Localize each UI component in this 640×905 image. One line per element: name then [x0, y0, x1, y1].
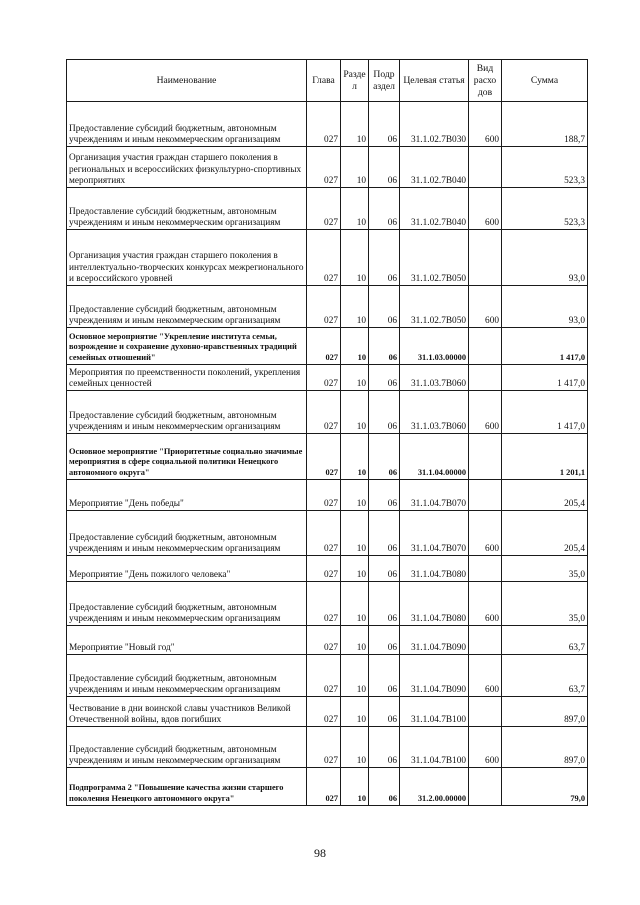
table-row	[67, 328, 588, 365]
cell-target-article: 31.1.02.7В030	[400, 102, 469, 147]
cell-section: 10	[341, 391, 369, 434]
cell-chapter: 027	[307, 230, 341, 286]
cell-subsection: 06	[369, 480, 400, 511]
cell-name: Предоставление субсидий бюджетным, автономным учреждениям и иным некоммерческим организациям	[67, 511, 307, 556]
cell-chapter: 027	[307, 102, 341, 147]
cell-section: 10	[341, 286, 369, 328]
cell-expense-type	[469, 365, 502, 391]
cell-name: Предоставление субсидий бюджетным, автономным учреждениям и иным некоммерческим организациям	[67, 655, 307, 697]
cell-subsection: 06	[369, 286, 400, 328]
cell-expense-type	[469, 768, 502, 806]
cell-expense-type	[469, 230, 502, 286]
cell-amount: 1 417,0	[502, 391, 588, 434]
cell-expense-type: 600	[469, 102, 502, 147]
cell-chapter: 027	[307, 434, 341, 480]
table-row	[67, 188, 588, 230]
cell-expense-type: 600	[469, 655, 502, 697]
cell-chapter: 027	[307, 626, 341, 655]
table-row	[67, 556, 588, 582]
cell-section: 10	[341, 434, 369, 480]
cell-target-article: 31.1.04.7В070	[400, 480, 469, 511]
cell-target-article: 31.1.04.7В070	[400, 511, 469, 556]
cell-subsection: 06	[369, 511, 400, 556]
cell-expense-type: 600	[469, 391, 502, 434]
cell-name: Предоставление субсидий бюджетным, автономным учреждениям и иным некоммерческим организациям	[67, 102, 307, 147]
cell-target-article: 31.1.03.7В060	[400, 365, 469, 391]
cell-target-article: 31.1.02.7В040	[400, 147, 469, 188]
cell-subsection: 06	[369, 391, 400, 434]
header-target-article: Целевая статья	[400, 60, 469, 102]
cell-chapter: 027	[307, 582, 341, 626]
cell-amount: 1 201,1	[502, 434, 588, 480]
cell-amount: 897,0	[502, 697, 588, 727]
cell-chapter: 027	[307, 655, 341, 697]
cell-chapter: 027	[307, 147, 341, 188]
cell-chapter: 027	[307, 697, 341, 727]
cell-name: Подпрограмма 2 "Повышение качества жизни старшего поколения Ненецкого автономного округа"	[67, 768, 307, 806]
cell-subsection: 06	[369, 230, 400, 286]
cell-name: Основное мероприятие "Укрепление института семьи, возрождение и сохранение духовно-нравственных традиций семейных отношений"	[67, 328, 307, 365]
cell-target-article: 31.1.04.7В080	[400, 556, 469, 582]
cell-name: Предоставление субсидий бюджетным, автономным учреждениям и иным некоммерческим организациям	[67, 391, 307, 434]
header-section: Разде л	[341, 60, 369, 102]
table-row	[67, 697, 588, 727]
table-row	[67, 391, 588, 434]
cell-target-article: 31.1.04.7В090	[400, 655, 469, 697]
cell-section: 10	[341, 147, 369, 188]
cell-name: Мероприятие "День пожилого человека"	[67, 556, 307, 582]
header-expense-type: Вид расхо дов	[469, 60, 502, 102]
cell-subsection: 06	[369, 147, 400, 188]
cell-expense-type	[469, 556, 502, 582]
cell-target-article: 31.1.04.7В080	[400, 582, 469, 626]
cell-section: 10	[341, 328, 369, 365]
cell-expense-type	[469, 697, 502, 727]
cell-chapter: 027	[307, 511, 341, 556]
table-row	[67, 480, 588, 511]
cell-expense-type	[469, 147, 502, 188]
cell-subsection: 06	[369, 365, 400, 391]
cell-amount: 897,0	[502, 727, 588, 768]
cell-target-article: 31.1.03.00000	[400, 328, 469, 365]
cell-amount: 523,3	[502, 147, 588, 188]
cell-expense-type: 600	[469, 727, 502, 768]
cell-name: Мероприятия по преемственности поколений, укрепления семейных ценностей	[67, 365, 307, 391]
cell-section: 10	[341, 697, 369, 727]
cell-section: 10	[341, 768, 369, 806]
cell-subsection: 06	[369, 727, 400, 768]
cell-expense-type: 600	[469, 582, 502, 626]
table-row	[67, 626, 588, 655]
cell-section: 10	[341, 727, 369, 768]
cell-section: 10	[341, 626, 369, 655]
table-row	[67, 511, 588, 556]
cell-subsection: 06	[369, 434, 400, 480]
cell-chapter: 027	[307, 365, 341, 391]
table-row	[67, 230, 588, 286]
cell-expense-type: 600	[469, 286, 502, 328]
cell-section: 10	[341, 230, 369, 286]
table-row	[67, 286, 588, 328]
table-row	[67, 365, 588, 391]
cell-section: 10	[341, 188, 369, 230]
cell-subsection: 06	[369, 626, 400, 655]
cell-name: Мероприятие "День победы"	[67, 480, 307, 511]
cell-target-article: 31.2.00.00000	[400, 768, 469, 806]
cell-amount: 93,0	[502, 286, 588, 328]
cell-target-article: 31.1.04.7В100	[400, 727, 469, 768]
cell-amount: 35,0	[502, 582, 588, 626]
cell-section: 10	[341, 365, 369, 391]
cell-subsection: 06	[369, 556, 400, 582]
cell-chapter: 027	[307, 768, 341, 806]
cell-amount: 93,0	[502, 230, 588, 286]
cell-expense-type	[469, 328, 502, 365]
cell-expense-type	[469, 480, 502, 511]
page-number: 98	[314, 846, 326, 860]
cell-name: Организация участия граждан старшего поколения в региональных и всероссийских физкультурно-спортивных мероприятиях	[67, 147, 307, 188]
cell-target-article: 31.1.02.7В050	[400, 286, 469, 328]
cell-chapter: 027	[307, 286, 341, 328]
budget-table	[66, 59, 588, 806]
header-chapter: Глава	[307, 60, 341, 102]
cell-chapter: 027	[307, 480, 341, 511]
table-row	[67, 434, 588, 480]
cell-subsection: 06	[369, 655, 400, 697]
cell-amount: 188,7	[502, 102, 588, 147]
cell-section: 10	[341, 511, 369, 556]
cell-name: Предоставление субсидий бюджетным, автономным учреждениям и иным некоммерческим организациям	[67, 286, 307, 328]
table-row	[67, 768, 588, 806]
cell-target-article: 31.1.02.7В040	[400, 188, 469, 230]
cell-section: 10	[341, 102, 369, 147]
cell-subsection: 06	[369, 697, 400, 727]
cell-target-article: 31.1.04.00000	[400, 434, 469, 480]
header-subsection: Подр аздел	[369, 60, 400, 102]
cell-section: 10	[341, 480, 369, 511]
cell-target-article: 31.1.03.7В060	[400, 391, 469, 434]
cell-chapter: 027	[307, 328, 341, 365]
cell-subsection: 06	[369, 102, 400, 147]
table-row	[67, 582, 588, 626]
cell-subsection: 06	[369, 188, 400, 230]
cell-chapter: 027	[307, 188, 341, 230]
header-amount: Сумма	[502, 60, 588, 102]
cell-subsection: 06	[369, 328, 400, 365]
table-row	[67, 655, 588, 697]
cell-chapter: 027	[307, 391, 341, 434]
table-header-row	[67, 60, 588, 102]
cell-name: Мероприятие "Новый год"	[67, 626, 307, 655]
cell-section: 10	[341, 582, 369, 626]
cell-amount: 1 417,0	[502, 365, 588, 391]
table-body	[67, 102, 588, 806]
cell-chapter: 027	[307, 556, 341, 582]
cell-section: 10	[341, 655, 369, 697]
cell-amount: 1 417,0	[502, 328, 588, 365]
table-row	[67, 727, 588, 768]
cell-name: Организация участия граждан старшего поколения в интеллектуально-творческих конкурсах межрегионального и всероссийского уровней	[67, 230, 307, 286]
cell-expense-type	[469, 434, 502, 480]
cell-expense-type: 600	[469, 511, 502, 556]
cell-target-article: 31.1.02.7В050	[400, 230, 469, 286]
cell-amount: 79,0	[502, 768, 588, 806]
cell-target-article: 31.1.04.7В100	[400, 697, 469, 727]
cell-expense-type	[469, 626, 502, 655]
cell-amount: 63,7	[502, 655, 588, 697]
cell-amount: 35,0	[502, 556, 588, 582]
cell-amount: 205,4	[502, 480, 588, 511]
cell-amount: 205,4	[502, 511, 588, 556]
cell-name: Предоставление субсидий бюджетным, автономным учреждениям и иным некоммерческим организациям	[67, 727, 307, 768]
cell-target-article: 31.1.04.7В090	[400, 626, 469, 655]
cell-section: 10	[341, 556, 369, 582]
cell-subsection: 06	[369, 582, 400, 626]
cell-subsection: 06	[369, 768, 400, 806]
cell-amount: 523,3	[502, 188, 588, 230]
cell-name: Предоставление субсидий бюджетным, автономным учреждениям и иным некоммерческим организациям	[67, 188, 307, 230]
table-row	[67, 147, 588, 188]
cell-amount: 63,7	[502, 626, 588, 655]
header-name: Наименование	[67, 60, 307, 102]
cell-name: Основное мероприятие "Приоритетные социально значимые мероприятия в сфере социальной политики Ненецкого автономного округа"	[67, 434, 307, 480]
cell-name: Чествование в дни воинской славы участников Великой Отечественной войны, вдов погибших	[67, 697, 307, 727]
table-row	[67, 102, 588, 147]
cell-expense-type: 600	[469, 188, 502, 230]
cell-chapter: 027	[307, 727, 341, 768]
cell-name: Предоставление субсидий бюджетным, автономным учреждениям и иным некоммерческим организациям	[67, 582, 307, 626]
